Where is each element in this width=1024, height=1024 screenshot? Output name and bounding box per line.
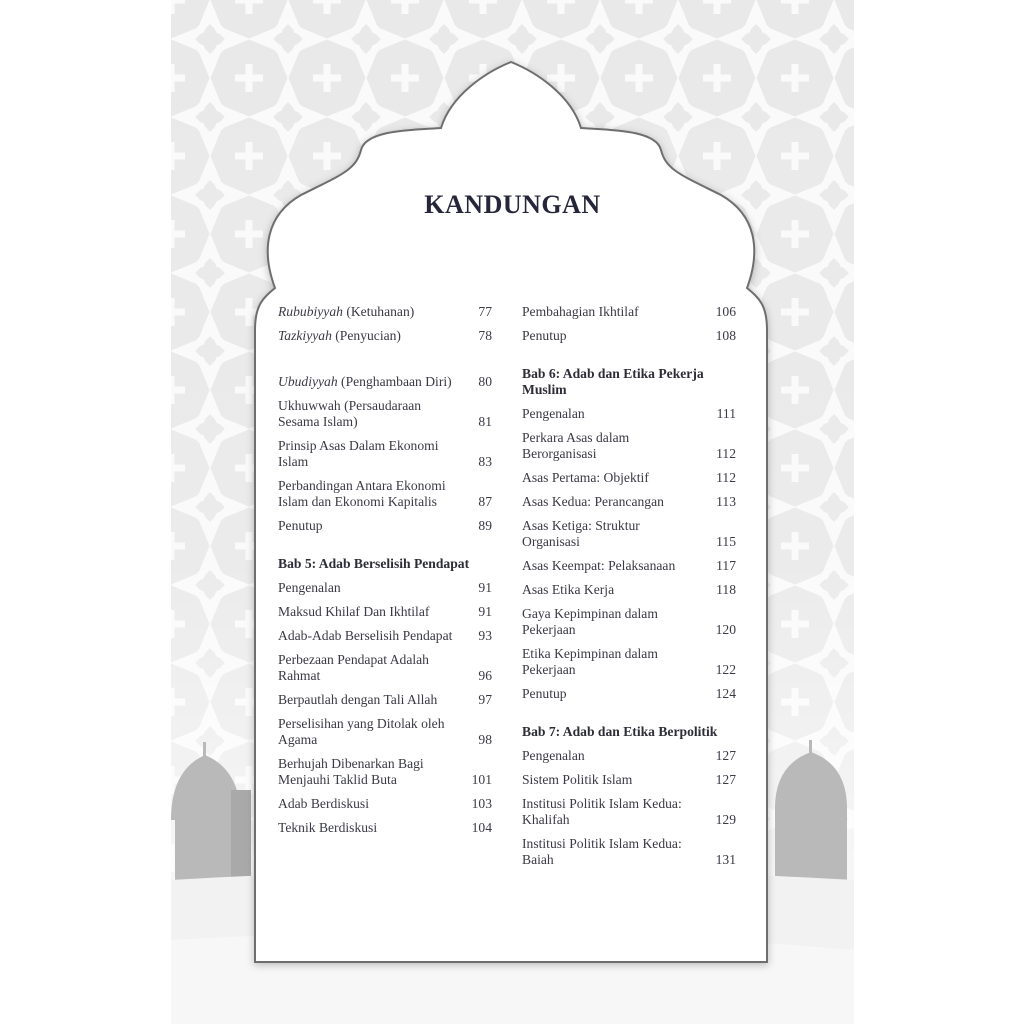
page-number: 106 [715,304,736,319]
page-number: 91 [478,604,492,619]
page-number: 96 [478,668,492,683]
page-number: 98 [478,732,492,747]
page-number: 108 [715,328,736,343]
chapter-heading[interactable]: Bab 5: Adab Berselisih Pendapat [278,556,470,571]
page-number: 131 [715,852,736,867]
toc-entry[interactable]: Asas Ketiga: Struktur Organisasi 115 [522,518,736,549]
chapter-heading[interactable]: Bab 6: Adab dan Etika Pekerja Muslim [522,366,704,397]
page-number: 115 [716,534,736,549]
page-number: 91 [478,580,492,595]
page-number: 112 [716,446,736,461]
page-number: 83 [478,454,492,469]
page-number: 113 [716,494,736,509]
page-number: 97 [478,692,492,707]
page-number: 127 [715,772,736,787]
toc-entry[interactable]: Ukhuwwah (Persaudaraan Sesama Islam) 81 [278,398,492,429]
toc-entry[interactable]: Teknik Berdiskusi 104 [278,820,492,835]
toc-entry[interactable]: Adab Berdiskusi 103 [278,796,492,811]
toc-entry[interactable]: Rububiyyah (Ketuhanan) 77 [278,304,492,319]
page-number: 127 [715,748,736,763]
page-number: 80 [478,374,492,389]
toc-entry[interactable]: Asas Pertama: Objektif 112 [522,470,736,485]
toc-entry[interactable]: Berhujah Dibenarkan Bagi Menjauhi Taklid Buta 101 [278,756,492,787]
page-number: 93 [478,628,492,643]
page-number: 78 [478,328,492,343]
page-number: 117 [716,558,736,573]
page-number: 112 [716,470,736,485]
toc-entry[interactable]: Perselisihan yang Ditolak oleh Agama 98 [278,716,492,747]
page-title: KANDUNGAN [424,190,601,219]
toc-entry[interactable]: Perbezaan Pendapat Adalah Rahmat 96 [278,652,492,683]
page-number: 124 [715,686,736,701]
arch-frame [171,0,854,1024]
toc-entry[interactable]: Etika Kepimpinan dalam Pekerjaan 122 [522,646,736,677]
page-number: 104 [471,820,492,835]
toc-entry[interactable]: Asas Keempat: Pelaksanaan 117 [522,558,736,573]
toc-entry[interactable]: Pengenalan 127 [522,748,736,763]
toc-entry[interactable]: Penutup 89 [278,518,492,533]
toc-entry[interactable]: Sistem Politik Islam 127 [522,772,736,787]
toc-entry[interactable]: Asas Etika Kerja 118 [522,582,736,597]
toc-entry[interactable]: Penutup 108 [522,328,736,343]
toc-entry[interactable]: Asas Kedua: Perancangan 113 [522,494,736,509]
toc-entry[interactable]: Institusi Politik Islam Kedua: Khalifah 129 [522,796,736,827]
toc-entry[interactable]: Adab-Adab Berselisih Pendapat 93 [278,628,492,643]
toc-entry[interactable]: Pengenalan 91 [278,580,492,595]
book-page [171,0,854,1024]
page-number: 103 [471,796,492,811]
toc-entry[interactable]: Penutup 124 [522,686,736,701]
toc-entry[interactable]: Ubudiyyah (Penghambaan Diri) 80 [278,374,492,389]
chapter-heading[interactable]: Bab 7: Adab dan Etika Berpolitik [522,724,718,739]
toc-entry[interactable]: Perkara Asas dalam Berorganisasi 112 [522,430,736,461]
page-number: 111 [716,406,736,421]
page-number: 87 [478,494,492,509]
page-number: 77 [478,304,492,319]
page-number: 101 [471,772,492,787]
page-number: 120 [715,622,736,637]
toc-entry[interactable]: Maksud Khilaf Dan Ikhtilaf 91 [278,604,492,619]
page-number: 81 [478,414,492,429]
toc-entry[interactable]: Pengenalan 111 [522,406,736,421]
toc-entry[interactable]: Prinsip Asas Dalam Ekonomi Islam 83 [278,438,492,469]
page-number: 89 [478,518,492,533]
page-number: 118 [716,582,736,597]
toc-left-column [278,304,492,844]
page-number: 129 [715,812,736,827]
toc-entry[interactable]: Perbandingan Antara Ekonomi Islam dan Ekonomi Kapitalis 87 [278,478,492,509]
toc-right-column [522,304,736,876]
toc-entry[interactable]: Institusi Politik Islam Kedua: Baiah 131 [522,836,736,867]
toc-entry[interactable]: Berpautlah dengan Tali Allah 97 [278,692,492,707]
toc-entry[interactable]: Tazkiyyah (Penyucian) 78 [278,328,492,343]
toc-entry[interactable]: Gaya Kepimpinan dalam Pekerjaan 120 [522,606,736,637]
toc-entry[interactable]: Pembahagian Ikhtilaf 106 [522,304,736,319]
page-number: 122 [715,662,736,677]
